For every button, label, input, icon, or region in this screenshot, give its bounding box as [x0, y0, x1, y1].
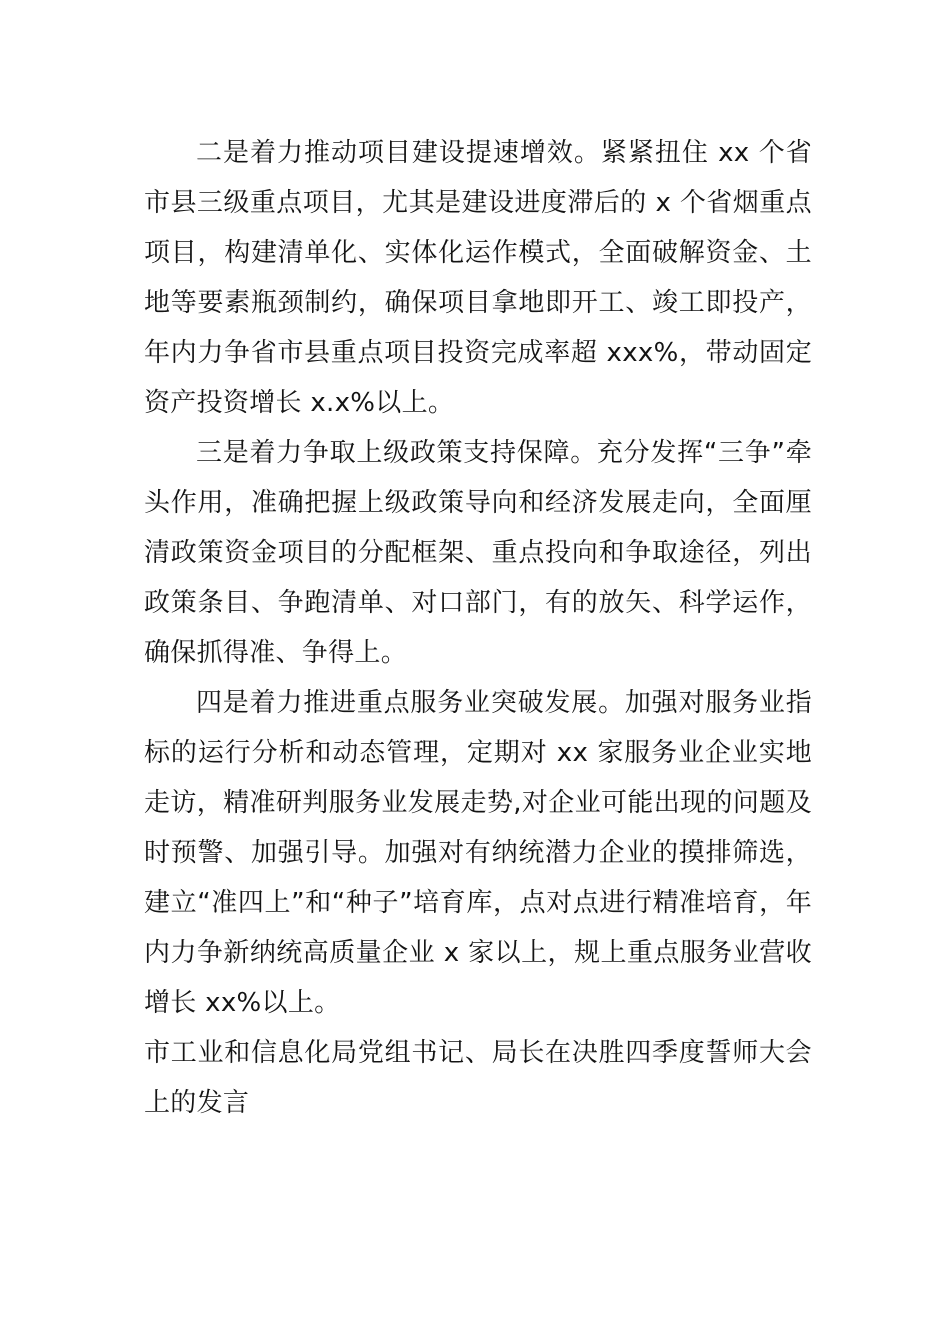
paragraph-project-construction: 二是着力推动项目建设提速增效。紧紧扭住 xx 个省市县三级重点项目，尤其是建设进度滞后的 x 个省烟重点项目，构建清单化、实体化运作模式，全面破解资金、土地等要素瓶颈制约，确保项目拿地即开工、竣工即投产，年内力争省市县重点项目投资完成率超 xxx%，带动固定资产投资增长 x.x%以上。 [144, 138, 812, 418]
paragraph-service-industry: 四是着力推进重点服务业突破发展。加强对服务业指标的运行分析和动态管理，定期对 xx 家服务业企业实地走访，精准研判服务业发展走势,对企业可能出现的问题及时预警、加强引导。加强对有纳统潜力企业的摸排筛选，建立“准四上”和“种子”培育库，点对点进行精准培育，年内力争新纳统高质量企业 x 家以上，规上重点服务业营收增长 xx%以上。 [144, 688, 812, 1018]
paragraph-policy-support: 三是着力争取上级政策支持保障。充分发挥“三争”牵头作用，准确把握上级政策导向和经济发展走向，全面厘清政策资金项目的分配框架、重点投向和争取途径，列出政策条目、争跑清单、对口部门，有的放矢、科学运作，确保抓得准、争得上。 [144, 438, 812, 668]
document-body [144, 128, 812, 1128]
speech-title: 市工业和信息化局党组书记、局长在决胜四季度誓师大会上的发言 [144, 1038, 812, 1118]
